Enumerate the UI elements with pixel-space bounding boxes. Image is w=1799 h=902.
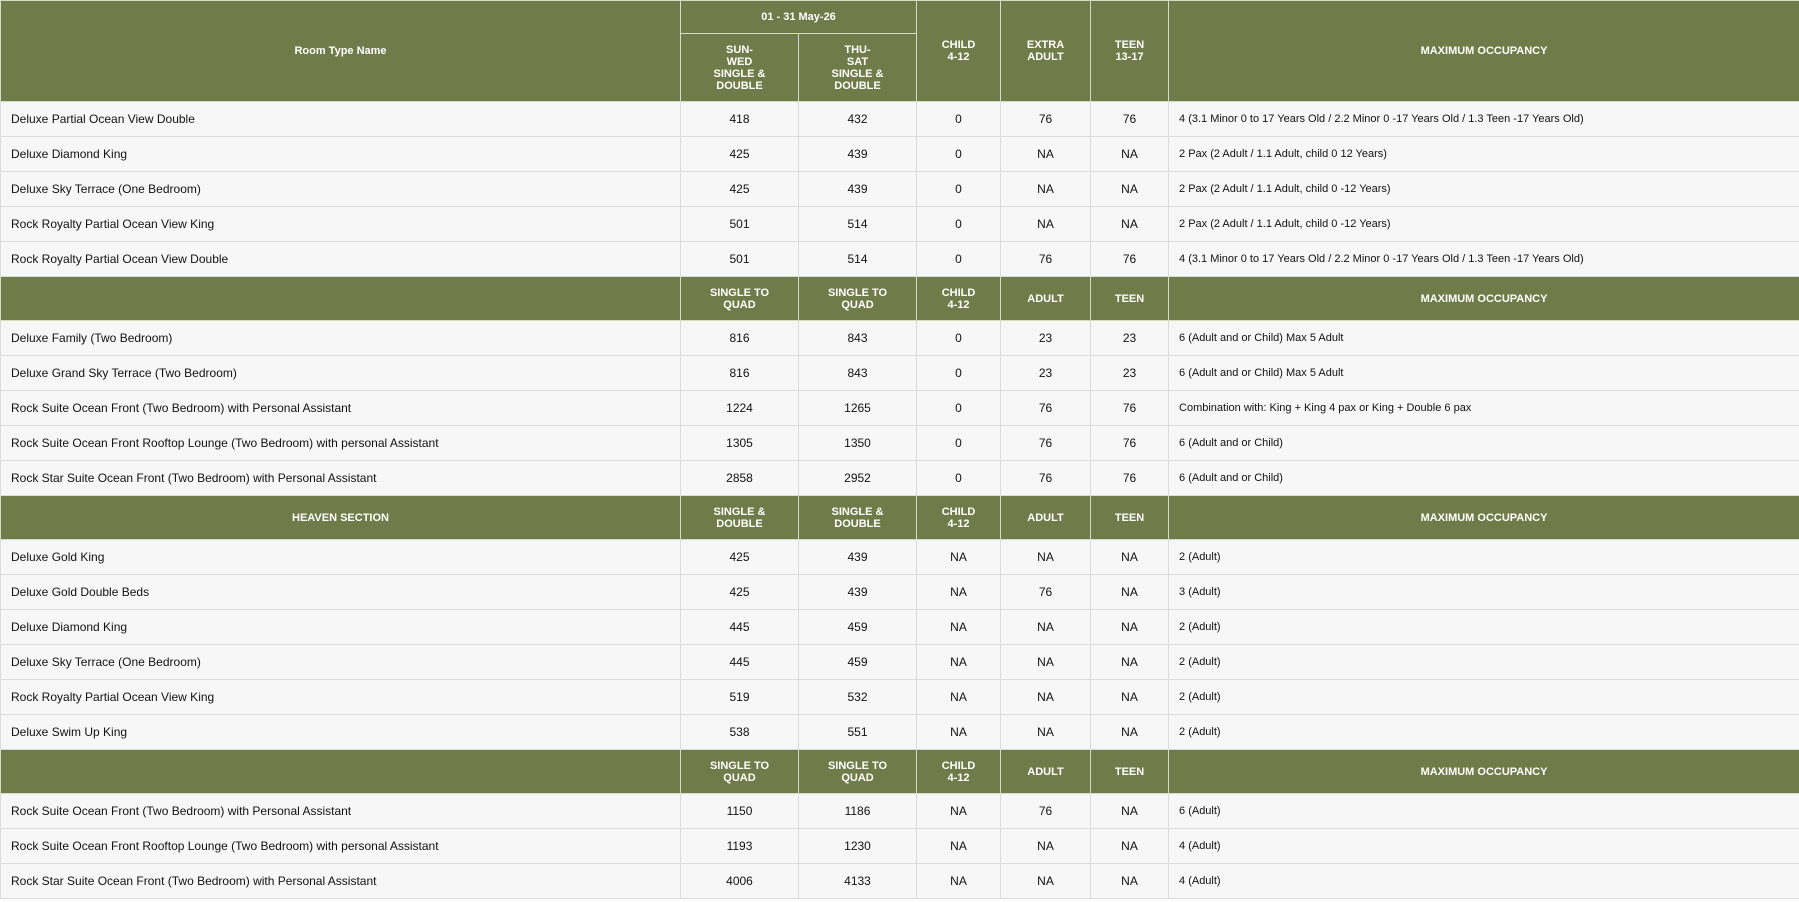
room-name-cell: Deluxe Diamond King <box>1 137 681 172</box>
teen-rate-cell: 76 <box>1091 391 1169 426</box>
teen-rate-cell: 76 <box>1091 426 1169 461</box>
child-rate-cell: 0 <box>917 137 1001 172</box>
child-rate-cell: NA <box>917 829 1001 864</box>
child-header: CHILD 4-12 <box>917 750 1001 794</box>
max-occupancy-cell: 4 (3.1 Minor 0 to 17 Years Old / 2.2 Minor 0 -17 Years Old / 1.3 Teen -17 Years Old) <box>1169 242 1799 277</box>
sun-wed-rate-cell: 816 <box>681 356 799 391</box>
thu-sat-rate-cell: 1230 <box>799 829 917 864</box>
room-name-cell: Deluxe Gold Double Beds <box>1 575 681 610</box>
teen-header: TEEN <box>1091 496 1169 540</box>
child-rate-cell: 0 <box>917 102 1001 137</box>
sun-wed-rate-cell: 1224 <box>681 391 799 426</box>
room-name-cell: Rock Star Suite Ocean Front (Two Bedroom) with Personal Assistant <box>1 864 681 899</box>
adult-rate-cell: 76 <box>1001 461 1091 496</box>
adult-rate-cell: NA <box>1001 680 1091 715</box>
thu-sat-rate-cell: 843 <box>799 321 917 356</box>
thu-sat-rate-cell: 514 <box>799 242 917 277</box>
child-rate-cell: NA <box>917 680 1001 715</box>
teen-rate-cell: NA <box>1091 207 1169 242</box>
sun-wed-rate-cell: 2858 <box>681 461 799 496</box>
adult-rate-cell: 76 <box>1001 102 1091 137</box>
teen-rate-cell: NA <box>1091 680 1169 715</box>
room-name-cell: Deluxe Grand Sky Terrace (Two Bedroom) <box>1 356 681 391</box>
adult-rate-cell: 23 <box>1001 321 1091 356</box>
max-occupancy-header: MAXIMUM OCCUPANCY <box>1169 1 1799 102</box>
teen-rate-cell: NA <box>1091 172 1169 207</box>
adult-rate-cell: NA <box>1001 172 1091 207</box>
max-occupancy-cell: 4 (Adult) <box>1169 829 1799 864</box>
max-occupancy-header: MAXIMUM OCCUPANCY <box>1169 277 1799 321</box>
room-name-cell: Rock Suite Ocean Front Rooftop Lounge (Two Bedroom) with personal Assistant <box>1 426 681 461</box>
adult-header: ADULT <box>1001 750 1091 794</box>
teen-rate-cell: 23 <box>1091 356 1169 391</box>
rate-col-2-header: SINGLE TO QUAD <box>799 277 917 321</box>
sun-wed-rate-cell: 538 <box>681 715 799 750</box>
thu-sat-rate-cell: 439 <box>799 172 917 207</box>
thu-sat-rate-cell: 532 <box>799 680 917 715</box>
child-rate-cell: 0 <box>917 426 1001 461</box>
adult-header: ADULT <box>1001 277 1091 321</box>
thu-sat-rate-cell: 459 <box>799 645 917 680</box>
rate-col-2-header: SINGLE & DOUBLE <box>799 496 917 540</box>
room-name-cell: Deluxe Gold King <box>1 540 681 575</box>
adult-rate-cell: 76 <box>1001 794 1091 829</box>
room-name-cell: Rock Suite Ocean Front (Two Bedroom) with Personal Assistant <box>1 391 681 426</box>
table-row <box>1 426 1799 461</box>
sun-wed-rate-cell: 1305 <box>681 426 799 461</box>
sun-wed-rate-cell: 1193 <box>681 829 799 864</box>
child-header: CHILD 4-12 <box>917 1 1001 102</box>
table-row <box>1 610 1799 645</box>
rate-col-1-header: SINGLE & DOUBLE <box>681 496 799 540</box>
extra-adult-header: EXTRA ADULT <box>1001 1 1091 102</box>
sun-wed-rate-cell: 425 <box>681 137 799 172</box>
room-name-cell: Deluxe Partial Ocean View Double <box>1 102 681 137</box>
teen-rate-cell: NA <box>1091 794 1169 829</box>
thu-sat-rate-cell: 1350 <box>799 426 917 461</box>
table-row <box>1 680 1799 715</box>
room-name-cell: Deluxe Swim Up King <box>1 715 681 750</box>
table-row <box>1 172 1799 207</box>
room-name-cell: Rock Suite Ocean Front Rooftop Lounge (Two Bedroom) with personal Assistant <box>1 829 681 864</box>
adult-rate-cell: 23 <box>1001 356 1091 391</box>
sun-wed-rate-cell: 445 <box>681 610 799 645</box>
table-row <box>1 715 1799 750</box>
sun-wed-rate-cell: 425 <box>681 575 799 610</box>
sun-wed-rate-cell: 425 <box>681 172 799 207</box>
sun-wed-rate-cell: 425 <box>681 540 799 575</box>
thu-sat-rate-cell: 843 <box>799 356 917 391</box>
table-row <box>1 575 1799 610</box>
child-rate-cell: 0 <box>917 461 1001 496</box>
child-rate-cell: NA <box>917 610 1001 645</box>
sun-wed-rate-cell: 1150 <box>681 794 799 829</box>
max-occupancy-cell: 2 (Adult) <box>1169 540 1799 575</box>
max-occupancy-cell: 2 (Adult) <box>1169 645 1799 680</box>
table-row <box>1 864 1799 899</box>
rate-col-1-header: SINGLE TO QUAD <box>681 750 799 794</box>
room-name-cell: Deluxe Family (Two Bedroom) <box>1 321 681 356</box>
adult-rate-cell: NA <box>1001 610 1091 645</box>
teen-header: TEEN <box>1091 277 1169 321</box>
table-row <box>1 391 1799 426</box>
sun-wed-rate-cell: 4006 <box>681 864 799 899</box>
max-occupancy-cell: 2 (Adult) <box>1169 610 1799 645</box>
sun-wed-header: SUN- WED SINGLE & DOUBLE <box>681 34 799 102</box>
section-header-row <box>1 277 1799 321</box>
adult-rate-cell: 76 <box>1001 242 1091 277</box>
max-occupancy-cell: 2 (Adult) <box>1169 715 1799 750</box>
thu-sat-rate-cell: 1186 <box>799 794 917 829</box>
thu-sat-rate-cell: 4133 <box>799 864 917 899</box>
child-rate-cell: NA <box>917 715 1001 750</box>
child-rate-cell: NA <box>917 645 1001 680</box>
thu-sat-rate-cell: 459 <box>799 610 917 645</box>
max-occupancy-cell: 4 (Adult) <box>1169 864 1799 899</box>
max-occupancy-header: MAXIMUM OCCUPANCY <box>1169 496 1799 540</box>
teen-rate-cell: 76 <box>1091 242 1169 277</box>
adult-header: ADULT <box>1001 496 1091 540</box>
rate-col-1-header: SINGLE TO QUAD <box>681 277 799 321</box>
max-occupancy-cell: 6 (Adult and or Child) Max 5 Adult <box>1169 356 1799 391</box>
max-occupancy-header: MAXIMUM OCCUPANCY <box>1169 750 1799 794</box>
table-row <box>1 321 1799 356</box>
section-header-row <box>1 496 1799 540</box>
max-occupancy-cell: 4 (3.1 Minor 0 to 17 Years Old / 2.2 Minor 0 -17 Years Old / 1.3 Teen -17 Years Old) <box>1169 102 1799 137</box>
sun-wed-rate-cell: 418 <box>681 102 799 137</box>
teen-rate-cell: NA <box>1091 829 1169 864</box>
child-rate-cell: 0 <box>917 172 1001 207</box>
adult-rate-cell: 76 <box>1001 575 1091 610</box>
table-row <box>1 102 1799 137</box>
table-row <box>1 137 1799 172</box>
child-rate-cell: NA <box>917 540 1001 575</box>
room-name-cell: Deluxe Diamond King <box>1 610 681 645</box>
table-row <box>1 829 1799 864</box>
thu-sat-rate-cell: 432 <box>799 102 917 137</box>
max-occupancy-cell: 2 (Adult) <box>1169 680 1799 715</box>
thu-sat-header: THU- SAT SINGLE & DOUBLE <box>799 34 917 102</box>
teen-rate-cell: NA <box>1091 610 1169 645</box>
adult-rate-cell: 76 <box>1001 426 1091 461</box>
teen-header: TEEN 13-17 <box>1091 1 1169 102</box>
room-name-cell: Rock Star Suite Ocean Front (Two Bedroom) with Personal Assistant <box>1 461 681 496</box>
adult-rate-cell: NA <box>1001 829 1091 864</box>
teen-rate-cell: 23 <box>1091 321 1169 356</box>
child-rate-cell: 0 <box>917 356 1001 391</box>
child-rate-cell: 0 <box>917 207 1001 242</box>
teen-rate-cell: NA <box>1091 540 1169 575</box>
section-title <box>1 277 681 321</box>
table-row <box>1 242 1799 277</box>
thu-sat-rate-cell: 1265 <box>799 391 917 426</box>
sun-wed-rate-cell: 445 <box>681 645 799 680</box>
max-occupancy-cell: 6 (Adult and or Child) <box>1169 426 1799 461</box>
table-row <box>1 540 1799 575</box>
teen-rate-cell: 76 <box>1091 102 1169 137</box>
room-name-cell: Rock Royalty Partial Ocean View King <box>1 680 681 715</box>
child-rate-cell: 0 <box>917 391 1001 426</box>
max-occupancy-cell: Combination with: King + King 4 pax or King + Double 6 pax <box>1169 391 1799 426</box>
adult-rate-cell: NA <box>1001 864 1091 899</box>
room-name-cell: Rock Royalty Partial Ocean View King <box>1 207 681 242</box>
sun-wed-rate-cell: 816 <box>681 321 799 356</box>
room-name-cell: Rock Suite Ocean Front (Two Bedroom) with Personal Assistant <box>1 794 681 829</box>
child-rate-cell: NA <box>917 794 1001 829</box>
child-rate-cell: 0 <box>917 321 1001 356</box>
teen-rate-cell: NA <box>1091 715 1169 750</box>
adult-rate-cell: NA <box>1001 645 1091 680</box>
max-occupancy-cell: 2 Pax (2 Adult / 1.1 Adult, child 0 -12 Years) <box>1169 207 1799 242</box>
section-header-row <box>1 750 1799 794</box>
child-header: CHILD 4-12 <box>917 277 1001 321</box>
table-row <box>1 207 1799 242</box>
adult-rate-cell: NA <box>1001 540 1091 575</box>
adult-rate-cell: NA <box>1001 715 1091 750</box>
section-title: HEAVEN SECTION <box>1 496 681 540</box>
room-name-cell: Rock Royalty Partial Ocean View Double <box>1 242 681 277</box>
section-title <box>1 750 681 794</box>
date-range-header: 01 - 31 May-26 <box>681 1 917 34</box>
max-occupancy-cell: 6 (Adult and or Child) <box>1169 461 1799 496</box>
room-name-cell: Deluxe Sky Terrace (One Bedroom) <box>1 645 681 680</box>
table-body <box>1 102 1799 899</box>
table-row <box>1 794 1799 829</box>
sun-wed-rate-cell: 519 <box>681 680 799 715</box>
teen-rate-cell: NA <box>1091 645 1169 680</box>
child-rate-cell: 0 <box>917 242 1001 277</box>
teen-rate-cell: NA <box>1091 137 1169 172</box>
teen-rate-cell: NA <box>1091 575 1169 610</box>
max-occupancy-cell: 2 Pax (2 Adult / 1.1 Adult, child 0 12 Years) <box>1169 137 1799 172</box>
max-occupancy-cell: 3 (Adult) <box>1169 575 1799 610</box>
adult-rate-cell: NA <box>1001 137 1091 172</box>
room-type-name-header: Room Type Name <box>1 1 681 102</box>
thu-sat-rate-cell: 439 <box>799 137 917 172</box>
thu-sat-rate-cell: 439 <box>799 540 917 575</box>
table-row <box>1 461 1799 496</box>
max-occupancy-cell: 6 (Adult) <box>1169 794 1799 829</box>
rate-col-2-header: SINGLE TO QUAD <box>799 750 917 794</box>
thu-sat-rate-cell: 551 <box>799 715 917 750</box>
thu-sat-rate-cell: 514 <box>799 207 917 242</box>
thu-sat-rate-cell: 439 <box>799 575 917 610</box>
sun-wed-rate-cell: 501 <box>681 207 799 242</box>
child-header: CHILD 4-12 <box>917 496 1001 540</box>
sun-wed-rate-cell: 501 <box>681 242 799 277</box>
room-name-cell: Deluxe Sky Terrace (One Bedroom) <box>1 172 681 207</box>
max-occupancy-cell: 2 Pax (2 Adult / 1.1 Adult, child 0 -12 Years) <box>1169 172 1799 207</box>
adult-rate-cell: NA <box>1001 207 1091 242</box>
table-row <box>1 356 1799 391</box>
child-rate-cell: NA <box>917 575 1001 610</box>
adult-rate-cell: 76 <box>1001 391 1091 426</box>
table-row <box>1 645 1799 680</box>
teen-rate-cell: NA <box>1091 864 1169 899</box>
thu-sat-rate-cell: 2952 <box>799 461 917 496</box>
teen-rate-cell: 76 <box>1091 461 1169 496</box>
teen-header: TEEN <box>1091 750 1169 794</box>
max-occupancy-cell: 6 (Adult and or Child) Max 5 Adult <box>1169 321 1799 356</box>
child-rate-cell: NA <box>917 864 1001 899</box>
